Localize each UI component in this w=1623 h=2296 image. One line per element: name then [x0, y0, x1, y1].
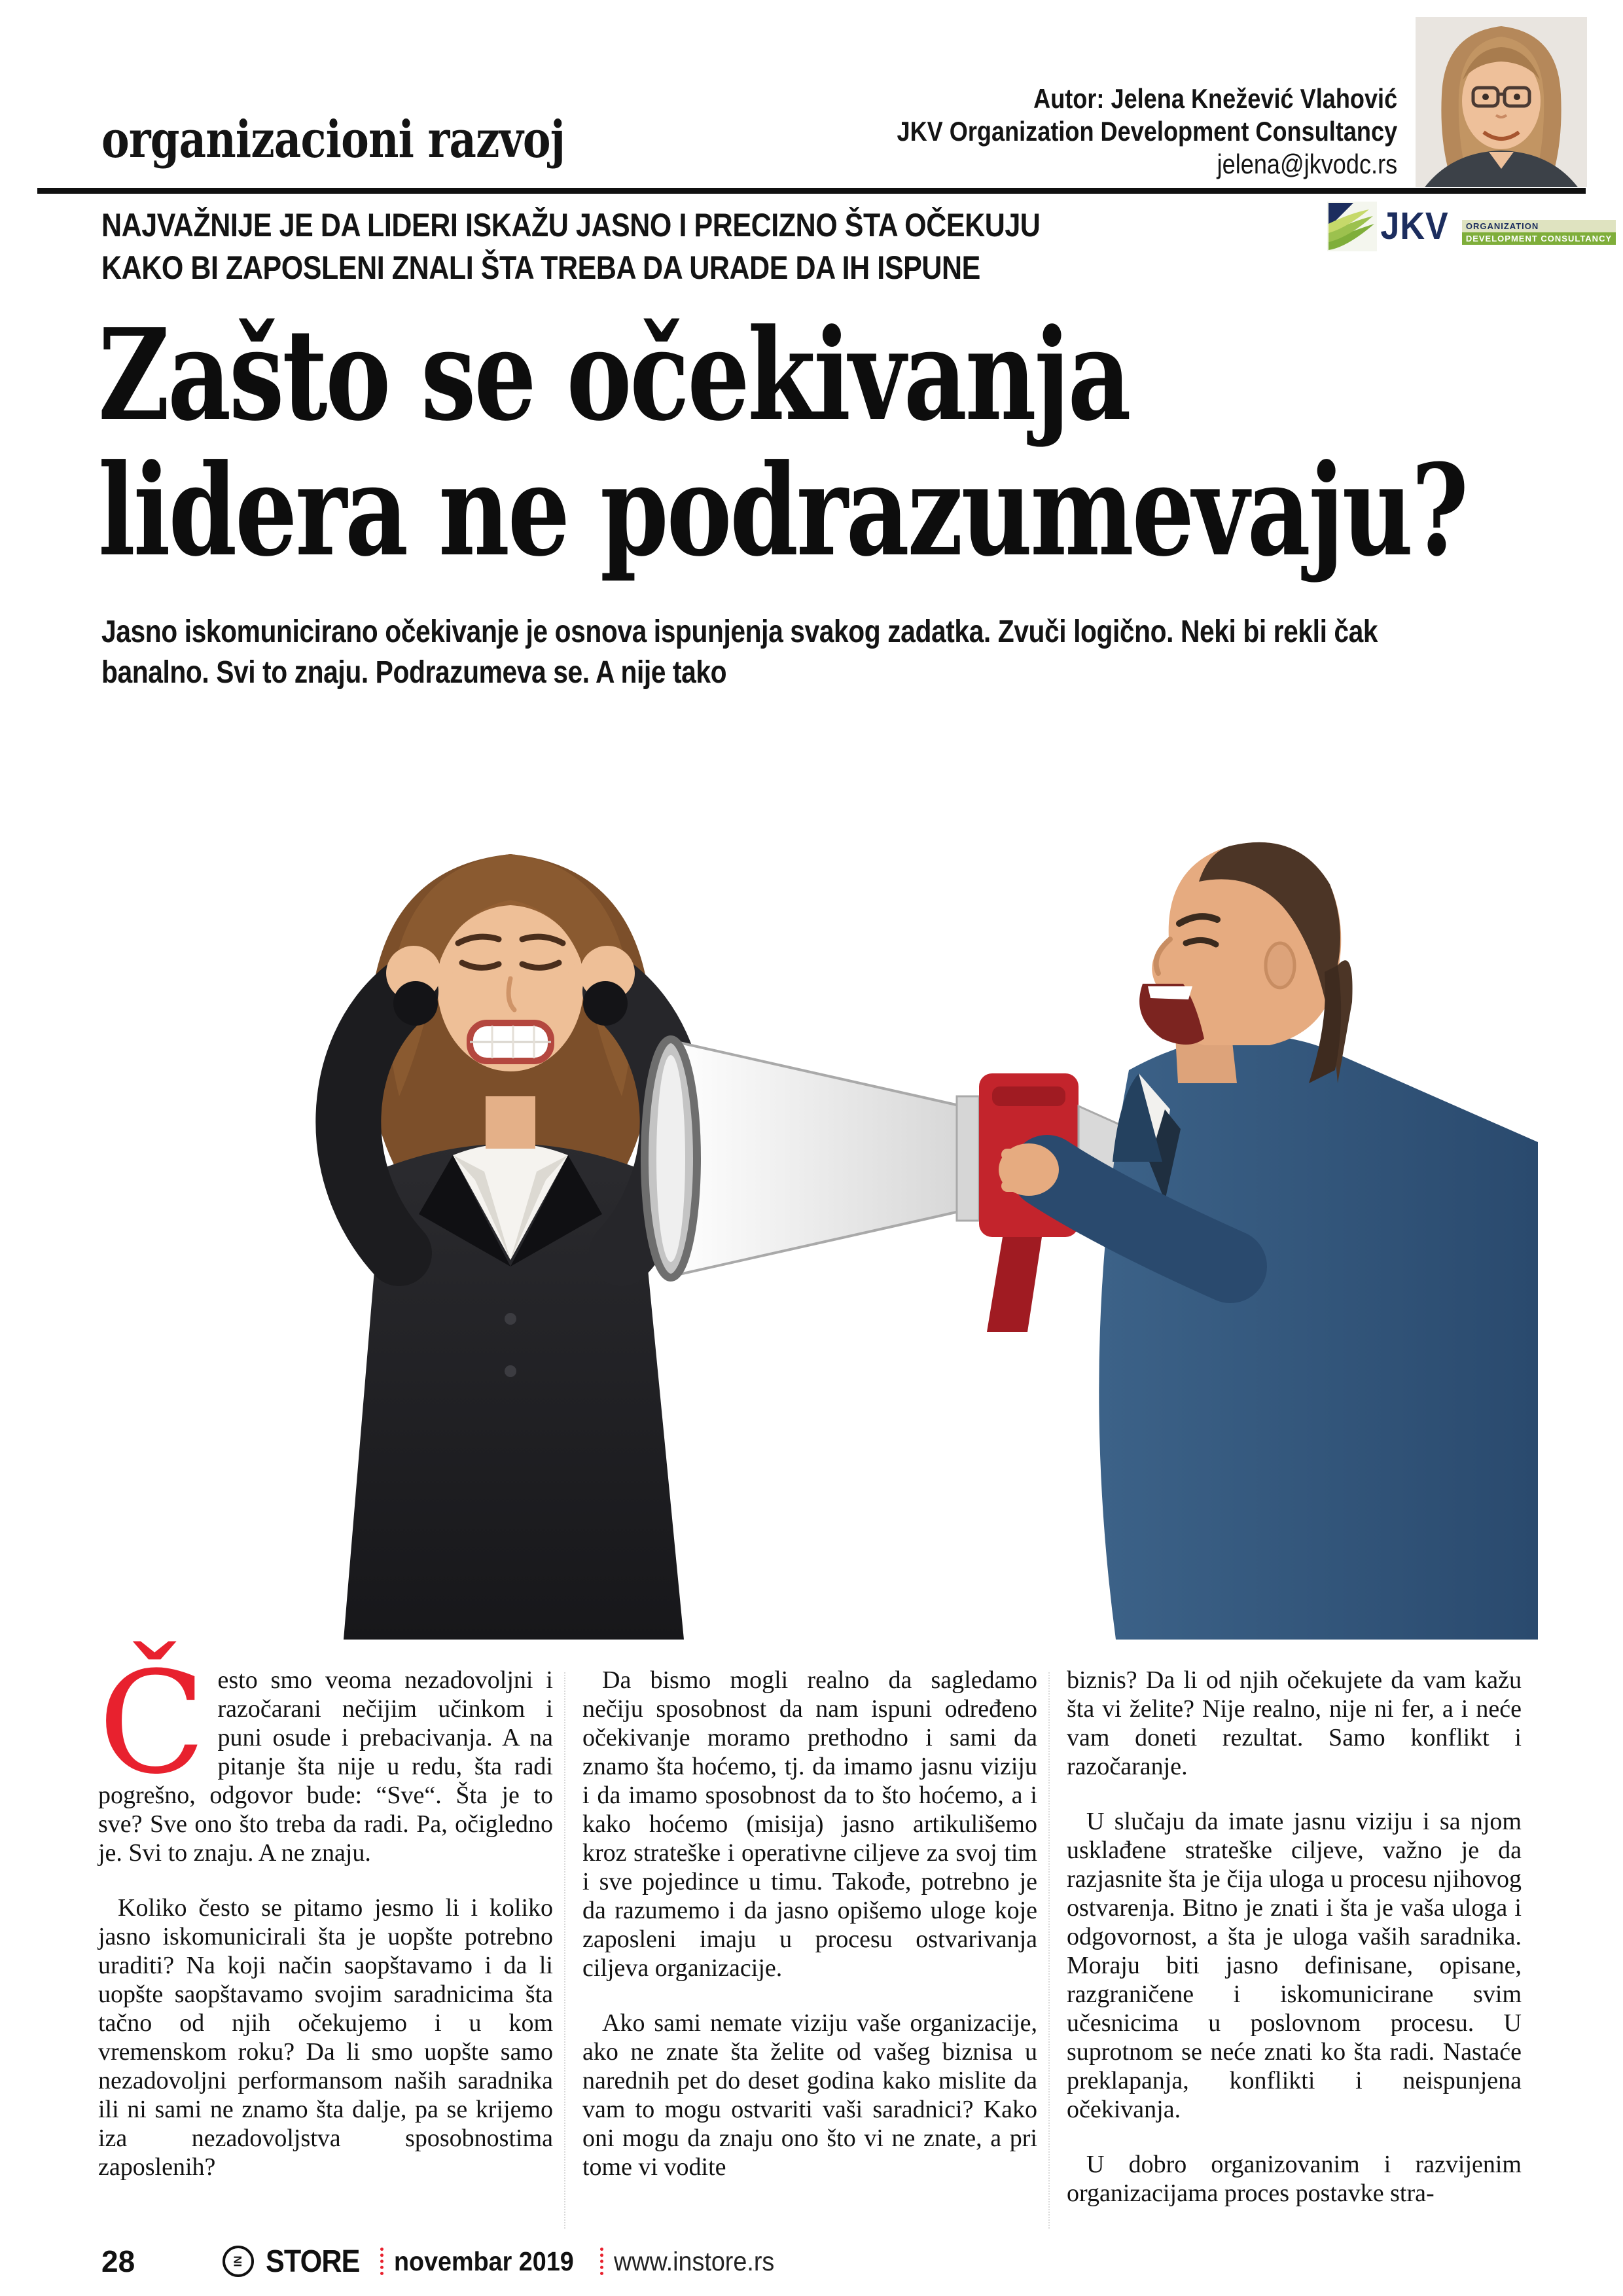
paragraph-text: U slučaju da imate jasnu viziju i sa njom usklađene strateške ciljeve, važno je da razjasnite šta je čija uloga u procesu njihovog ostvarenja. Bitno je znati i šta je vaša uloga i odgovornost, a šta je uloga vaših saradnika. Moraju biti jasno definisane, opisane, razgraničene i iskomunicirane svim učesnicima u poslovnom procesu. U suprotnom se neće znati ko šta radi. Nastaće preklapanja, konflikti i neispunjena očekivanja.: [1067, 1808, 1522, 2123]
jkv-logo-sub2: DEVELOPMENT CONSULTANCY: [1462, 232, 1616, 245]
article-column-2: [582, 1666, 1037, 2242]
author-portrait-illustration: [1416, 17, 1587, 187]
shouting-scene-illustration: [92, 743, 1538, 1640]
deck-line-2: banalno. Svi to znaju. Podrazumeva se. A nije tako: [101, 655, 727, 690]
headline-line-1: Zašto se očekivanja: [98, 302, 1130, 449]
grimace-mouth: [470, 1023, 551, 1061]
page-number: 28: [101, 2244, 135, 2278]
brand-store: STORE: [266, 2244, 360, 2279]
author-name: Autor: Jelena Knežević Vlahović: [1033, 83, 1397, 114]
woman-figure: [344, 854, 684, 1640]
author-photo: [1416, 17, 1587, 187]
author-email[interactable]: jelena@jkvodc.rs: [1217, 149, 1397, 179]
deck: [101, 612, 1378, 693]
paragraph: [582, 2009, 1037, 2181]
kicker: [101, 204, 1040, 289]
paragraph: [98, 1893, 553, 2181]
kicker-line-2: KAKO BI ZAPOSLENI ZNALI ŠTA TREBA DA URADE DA IH ISPUNE: [101, 249, 980, 286]
kicker-line-1: NAJVAŽNIJE JE DA LIDERI ISKAŽU JASNO I PRECIZNO ŠTA OČEKUJU: [101, 207, 1041, 243]
paragraph: [1067, 1807, 1522, 2124]
jkv-logo-word: JKV: [1380, 205, 1449, 247]
paragraph: [1067, 2150, 1522, 2208]
paragraph: [98, 1641, 553, 1867]
man-figure: [999, 842, 1538, 1640]
footer-brand: [223, 2244, 370, 2280]
website-link[interactable]: www.instore.rs: [614, 2246, 775, 2276]
man-hand: [999, 1143, 1059, 1196]
paragraph-text: esto smo veoma nezadovoljni i razočarani nečijim učinkom i puni osude i prebacivanja. A na pitanje šta nije u redu, šta radi pogrešno, odgovor bude: “Sve“. Šta je to sve? Sve ono što treba da radi. Pa, očigledno je. Svi to znaju. A ne znaju.: [98, 1666, 553, 1867]
headline: [98, 302, 1467, 584]
paragraph: [1067, 1666, 1522, 1781]
jkv-logo-subtext: [1457, 202, 1616, 251]
footer-divider-icon: [380, 2248, 383, 2275]
paragraph-text: biznis? Da li od njih očekujete da vam kažu šta vi želite? Nije realno, nije ni fer, a i neće vam doneti rezultat. Samo konflikt i razočaranje.: [1067, 1666, 1522, 1780]
paragraph: [582, 1666, 1037, 1982]
issue-date: novembar 2019: [394, 2246, 575, 2276]
page-footer: [101, 2242, 1522, 2281]
deck-line-1: Jasno iskomunicirano očekivanje je osnova ispunjenja svakog zadatka. Zvuči logično. Neki bi rekli čak: [101, 615, 1378, 649]
instore-circle-icon: IN: [223, 2246, 254, 2277]
article-column-1: [98, 1641, 553, 2242]
footer-divider-icon: [600, 2248, 603, 2275]
jkv-logo-icon: [1327, 202, 1377, 251]
section-label: organizacioni razvoj: [101, 110, 565, 170]
jkv-logo-sub1: ORGANIZATION: [1462, 220, 1616, 232]
header-rule: [37, 188, 1586, 194]
article-photo: [92, 743, 1538, 1640]
column-divider: [564, 1672, 565, 2229]
drop-cap: Č: [98, 1641, 206, 1805]
article-column-3: [1067, 1666, 1522, 2242]
author-block: [897, 82, 1397, 181]
paragraph-text: U dobro organizovanim i razvijenim organizacijama proces postavke stra-: [1067, 2151, 1522, 2207]
author-company: JKV Organization Development Consultancy: [897, 116, 1397, 147]
paragraph-text: Ako sami nemate viziju vaše organizacije, ako ne znate šta želite od vašeg biznisa u narednih pet do deset godina kako mislite da vam to mogu ostvariti vaši saradnici? Kako oni mogu da znaju ono što vi ne znate, a pri tome vi vodite: [582, 2009, 1037, 2181]
headline-line-2: lidera ne podrazumevaju?: [98, 437, 1467, 584]
paragraph-text: Koliko često se pitamo jesmo li i koliko jasno iskomunicirali šta je uopšte potrebno uraditi? Na koji način saopštavamo i da li uopšte saopštavamo svojim saradnicima šta tačno od njih očekujemo i u kom vremenskom roku? Da li smo uopšte samo nezadovoljni performansom naših saradnika ili ni sami ne znamo šta dalje, pa se krijemo iza nezadovoljstva sposobnostima zaposlenih?: [98, 1894, 553, 2181]
column-divider: [1048, 1672, 1050, 2229]
jkv-logo: [1327, 202, 1613, 251]
paragraph-text: Da bismo mogli realno da sagledamo nečiju sposobnost da nam ispuni određeno očekivanje moramo prethodno i sami da znamo šta hoćemo, tj. da imamo jasnu viziju i da imamo sposobnost da to što hoćemo, a i kako hoćemo (misija) jasno artikulišemo kroz strateške i operativne ciljeve za svoj tim i sve pojedince u timu. Takođe, potrebno je da razumemo i da jasno opišemo uloge koje zaposleni imaju u procesu ostvarivanja ciljeva organizacije.: [582, 1666, 1037, 1982]
